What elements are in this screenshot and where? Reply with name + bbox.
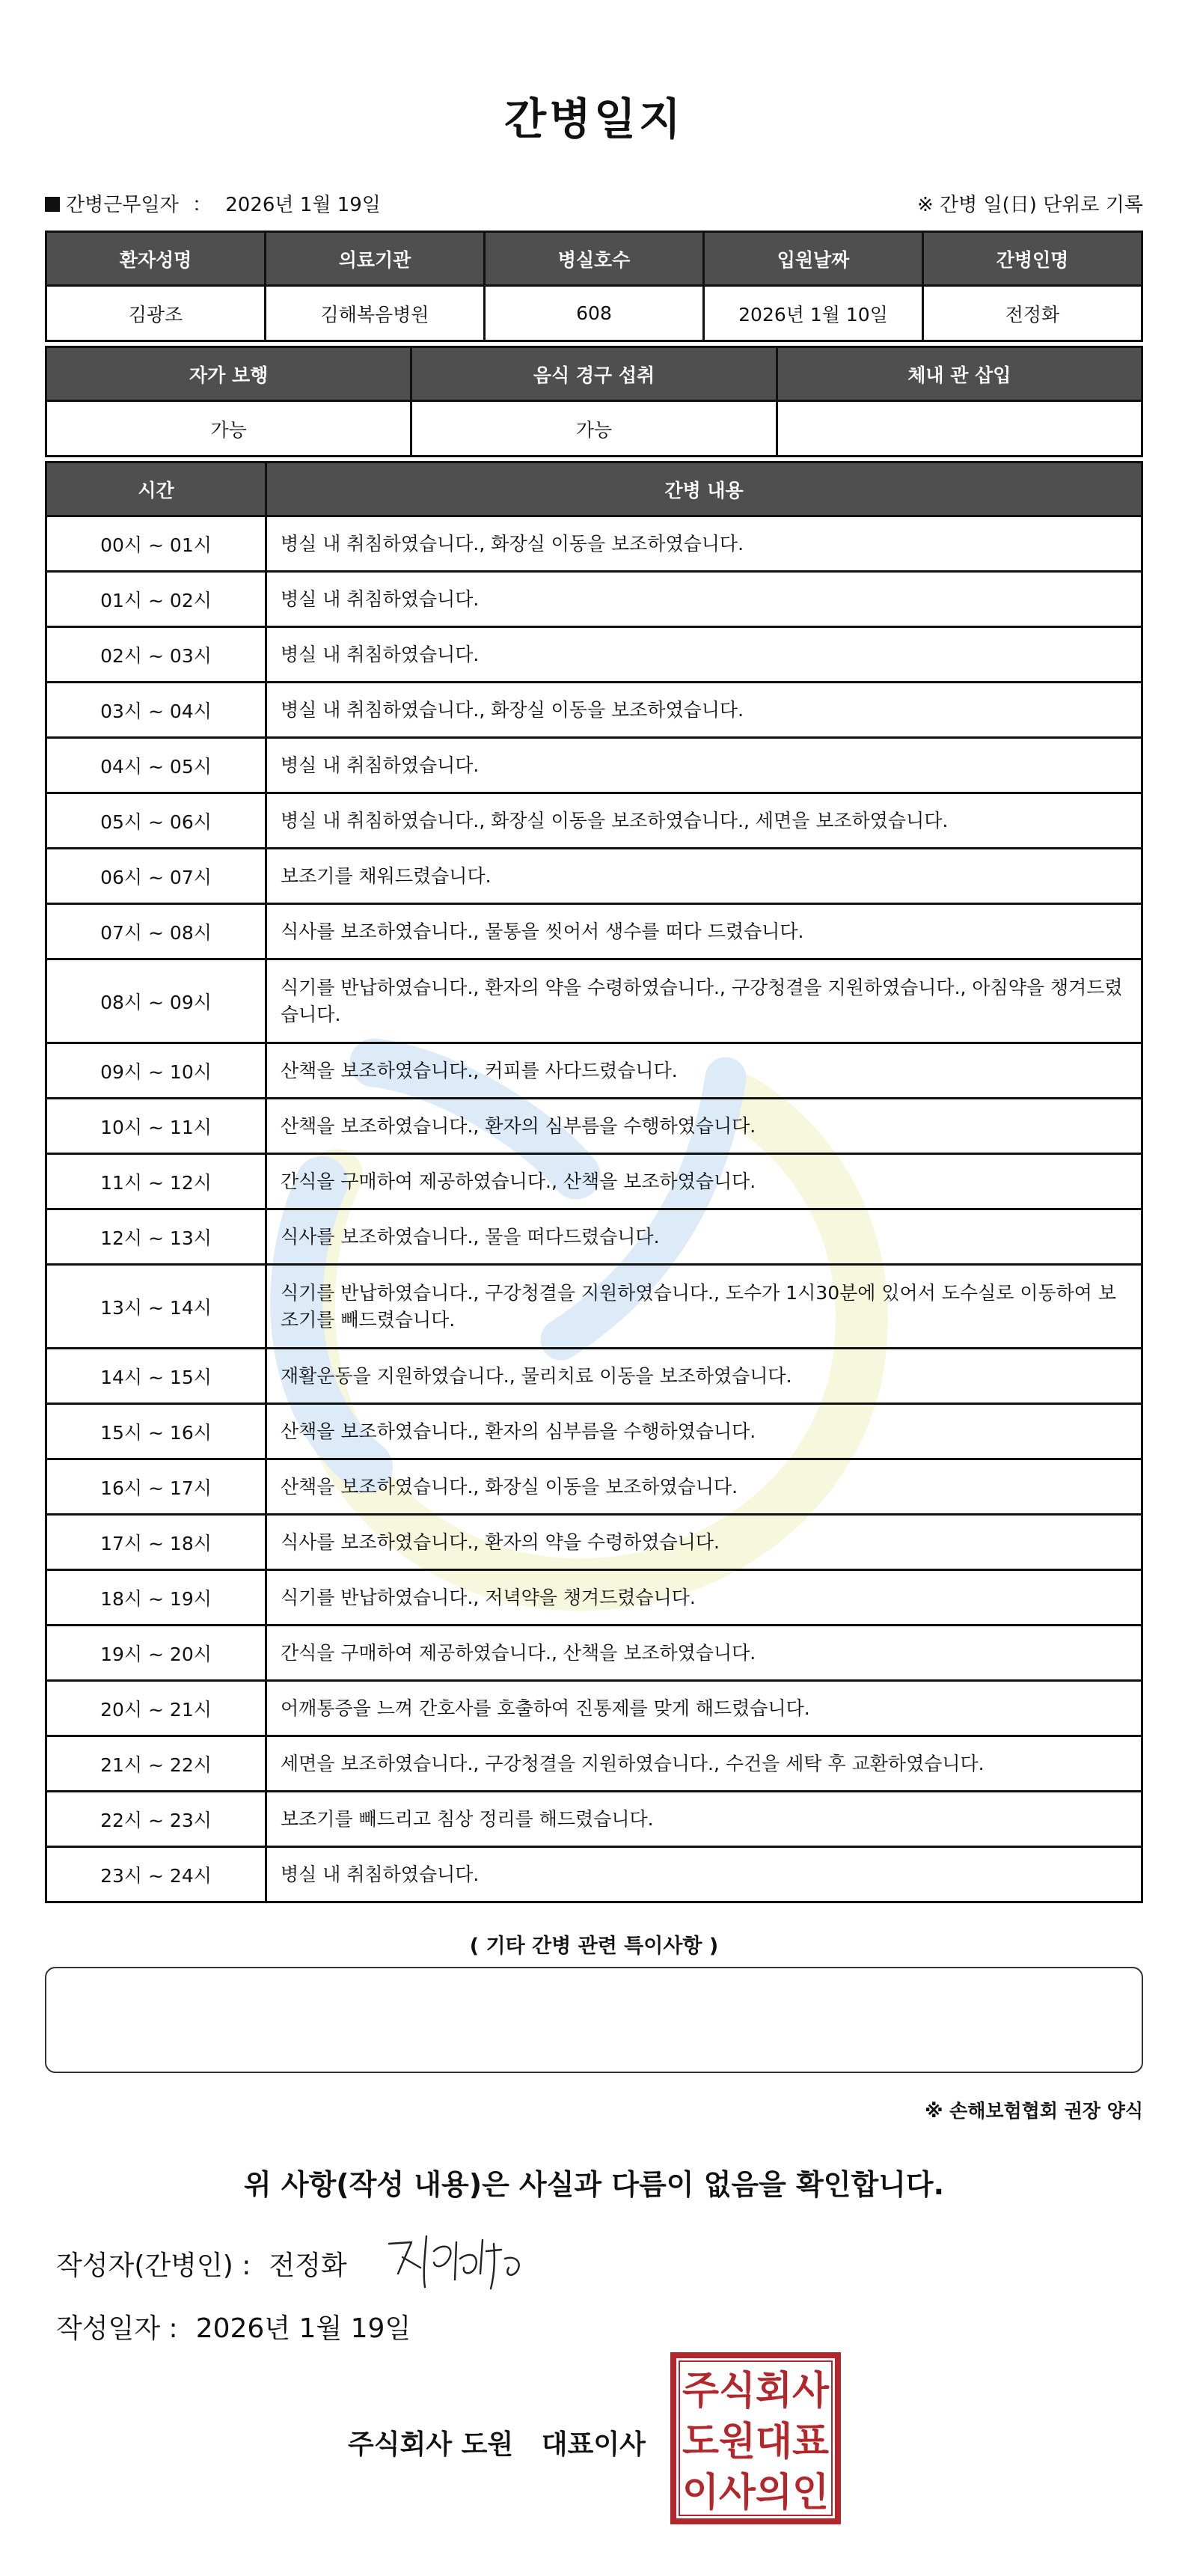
- table-row: [46, 1404, 1142, 1459]
- table-row: [46, 1570, 1142, 1626]
- log-time: 11시 ~ 12시: [46, 1154, 266, 1209]
- log-content: 식사를 보조하였습니다., 환자의 약을 수령하였습니다.: [266, 1515, 1142, 1570]
- status-info-table: [45, 346, 1143, 457]
- log-content: 산책을 보조하였습니다., 환자의 심부름을 수행하였습니다.: [266, 1099, 1142, 1154]
- log-time: 03시 ~ 04시: [46, 683, 266, 738]
- handwritten-signature: [382, 2221, 531, 2296]
- log-time: 08시 ~ 09시: [46, 959, 266, 1043]
- log-content: 보조기를 빼드리고 침상 정리를 해드렸습니다.: [266, 1792, 1142, 1847]
- log-time: 14시 ~ 15시: [46, 1349, 266, 1404]
- log-content: 병실 내 취침하였습니다., 화장실 이동을 보조하였습니다.: [266, 516, 1142, 572]
- table-row: [46, 1681, 1142, 1736]
- log-time: 22시 ~ 23시: [46, 1792, 266, 1847]
- log-content: 병실 내 취침하였습니다.: [266, 738, 1142, 793]
- hospital-name: 김해복음병원: [266, 286, 485, 341]
- log-time: 19시 ~ 20시: [46, 1626, 266, 1681]
- header-room: 병실호수: [485, 232, 704, 286]
- header-admission-date: 입원날짜: [704, 232, 923, 286]
- self-walking-value: 가능: [46, 401, 411, 457]
- confirm-statement: 위 사항(작성 내용)은 사실과 다름이 없음을 확인합니다.: [243, 2168, 945, 2201]
- meta-row: [45, 189, 1143, 219]
- writer-line: [56, 2244, 347, 2283]
- log-content: 산책을 보조하였습니다., 화장실 이동을 보조하였습니다.: [266, 1459, 1142, 1515]
- table-row: [46, 959, 1142, 1043]
- log-time: 05시 ~ 06시: [46, 793, 266, 849]
- header-care-content: 간병 내용: [266, 463, 1142, 516]
- log-content: 산책을 보조하였습니다., 커피를 사다드렸습니다.: [266, 1043, 1142, 1099]
- written-date-label: 작성일자 :: [56, 2313, 178, 2344]
- log-content: 어깨통증을 느껴 간호사를 호출하여 진통제를 맞게 해드렸습니다.: [266, 1681, 1142, 1736]
- log-content: 간식을 구매하여 제공하였습니다., 산책을 보조하였습니다.: [266, 1154, 1142, 1209]
- company-seal-stamp: [670, 2351, 842, 2525]
- log-content: 병실 내 취침하였습니다., 화장실 이동을 보조하였습니다., 세면을 보조하였습니다.: [266, 793, 1142, 849]
- log-content: 보조기를 채워드렸습니다.: [266, 849, 1142, 904]
- written-date-value: 2026년 1월 19일: [195, 2313, 411, 2344]
- table-row: [46, 683, 1142, 738]
- table-row: [46, 904, 1142, 959]
- table-row: [46, 1847, 1142, 1902]
- log-time: 06시 ~ 07시: [46, 849, 266, 904]
- table-row: [46, 1265, 1142, 1349]
- table-row: [46, 1626, 1142, 1681]
- log-content: 세면을 보조하였습니다., 구강청결을 지원하였습니다., 수건을 세탁 후 교환하였습니다.: [266, 1736, 1142, 1792]
- table-row: [46, 1043, 1142, 1099]
- table-row: [46, 1515, 1142, 1570]
- special-notes-title: ( 기타 간병 관련 특이사항 ): [469, 1935, 719, 1958]
- log-content: 식사를 보조하였습니다., 물을 떠다드렸습니다.: [266, 1209, 1142, 1265]
- seal-text-line: 주식회사: [682, 2369, 830, 2414]
- room-number: 608: [485, 286, 704, 341]
- table-row: [46, 1736, 1142, 1792]
- writer-label: 작성자(간병인) :: [56, 2250, 251, 2281]
- oral-intake-value: 가능: [411, 401, 777, 457]
- log-time: 01시 ~ 02시: [46, 572, 266, 627]
- table-row: [46, 738, 1142, 793]
- table-row: [46, 793, 1142, 849]
- header-patient-name: 환자성명: [46, 232, 266, 286]
- log-time: 12시 ~ 13시: [46, 1209, 266, 1265]
- header-time: 시간: [46, 463, 266, 516]
- header-caregiver: 간병인명: [923, 232, 1142, 286]
- table-row: [46, 1099, 1142, 1154]
- table-row: [46, 1349, 1142, 1404]
- log-time: 04시 ~ 05시: [46, 738, 266, 793]
- table-row: [46, 849, 1142, 904]
- log-time: 07시 ~ 08시: [46, 904, 266, 959]
- table-row: [46, 1792, 1142, 1847]
- recommend-note: ※ 손해보험협회 권장 양식: [925, 2100, 1143, 2122]
- log-content: 식기를 반납하였습니다., 저녁약을 챙겨드렸습니다.: [266, 1570, 1142, 1626]
- log-time: 20시 ~ 21시: [46, 1681, 266, 1736]
- log-content: 병실 내 취침하였습니다.: [266, 572, 1142, 627]
- log-content: 식기를 반납하였습니다., 환자의 약을 수령하였습니다., 구강청결을 지원하였습니다., 아침약을 챙겨드렸습니다.: [266, 959, 1142, 1043]
- header-tube-insertion: 체내 관 삽입: [777, 347, 1142, 401]
- work-date-label: 간병근무일자: [66, 194, 179, 216]
- work-date-separator: ：: [192, 194, 212, 216]
- header-hospital: 의료기관: [266, 232, 485, 286]
- square-bullet-icon: [45, 197, 60, 212]
- admission-date: 2026년 1월 10일: [704, 286, 923, 341]
- care-log-table: [45, 461, 1143, 1903]
- log-content: 식사를 보조하였습니다., 물통을 씻어서 생수를 떠다 드렸습니다.: [266, 904, 1142, 959]
- unit-note: ※ 간병 일(日) 단위로 기록: [916, 194, 1143, 216]
- table-row: [46, 1209, 1142, 1265]
- table-row: [46, 627, 1142, 683]
- log-time: 02시 ~ 03시: [46, 627, 266, 683]
- log-time: 23시 ~ 24시: [46, 1847, 266, 1902]
- table-row: [46, 1154, 1142, 1209]
- written-date-line: [56, 2307, 411, 2345]
- log-content: 산책을 보조하였습니다., 환자의 심부름을 수행하였습니다.: [266, 1404, 1142, 1459]
- log-time: 17시 ~ 18시: [46, 1515, 266, 1570]
- tube-insertion-value: [777, 401, 1142, 457]
- log-content: 간식을 구매하여 제공하였습니다., 산책을 보조하였습니다.: [266, 1626, 1142, 1681]
- log-content: 재활운동을 지원하였습니다., 물리치료 이동을 보조하였습니다.: [266, 1349, 1142, 1404]
- log-time: 09시 ~ 10시: [46, 1043, 266, 1099]
- table-row: [46, 572, 1142, 627]
- log-content: 병실 내 취침하였습니다., 화장실 이동을 보조하였습니다.: [266, 683, 1142, 738]
- header-self-walking: 자가 보행: [46, 347, 411, 401]
- log-content: 식기를 반납하였습니다., 구강청결을 지원하였습니다., 도수가 1시30분에 있어서 도수실로 이동하여 보조기를 빼드렸습니다.: [266, 1265, 1142, 1349]
- special-notes-box: [45, 1967, 1143, 2073]
- log-time: 21시 ~ 22시: [46, 1736, 266, 1792]
- log-content: 병실 내 취침하였습니다.: [266, 627, 1142, 683]
- log-time: 15시 ~ 16시: [46, 1404, 266, 1459]
- work-date-value: 2026년 1월 19일: [225, 194, 381, 216]
- log-time: 00시 ~ 01시: [46, 516, 266, 572]
- table-row: [46, 1459, 1142, 1515]
- caregiver-name: 전정화: [923, 286, 1142, 341]
- log-time: 10시 ~ 11시: [46, 1099, 266, 1154]
- header-oral-intake: 음식 경구 섭취: [411, 347, 777, 401]
- table-row: [46, 516, 1142, 572]
- log-time: 16시 ~ 17시: [46, 1459, 266, 1515]
- seal-text-line: 도원대표: [682, 2420, 829, 2464]
- patient-name: 김광조: [46, 286, 266, 341]
- log-time: 13시 ~ 14시: [46, 1265, 266, 1349]
- patient-info-table: [45, 231, 1143, 342]
- document-title: 간병일지: [503, 94, 685, 144]
- company-name: 주식회사 도원 대표이사: [348, 2429, 646, 2460]
- work-date: [45, 189, 381, 217]
- writer-name: 전정화: [269, 2250, 347, 2281]
- log-time: 18시 ~ 19시: [46, 1570, 266, 1626]
- log-content: 병실 내 취침하였습니다.: [266, 1847, 1142, 1902]
- seal-text-line: 이사의인: [682, 2470, 829, 2515]
